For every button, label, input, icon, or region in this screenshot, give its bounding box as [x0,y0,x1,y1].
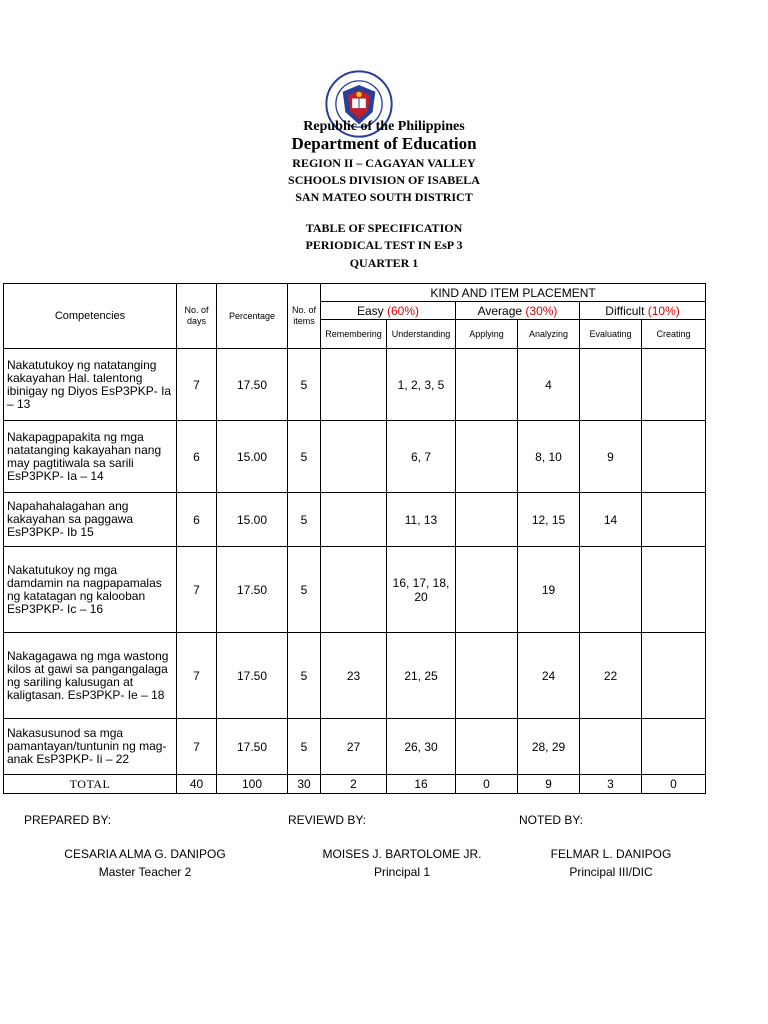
days-cell: 7 [177,349,217,421]
reviewed-by-label: REVIEWD BY: [288,813,367,827]
total-understanding: 16 [387,775,456,794]
header-average-percent: (30%) [525,303,558,318]
header-district: SAN MATEO SOUTH DISTRICT [295,190,473,204]
total-remembering: 2 [321,775,387,794]
remembering-cell [321,349,387,421]
header-evaluating: Evaluating [580,320,642,349]
applying-cell [456,349,518,421]
evaluating-cell: 9 [580,421,642,493]
document-title: TABLE OF SPECIFICATION [305,221,463,235]
prepared-by-name: CESARIA ALMA G. DANIPOG [64,847,226,861]
header-no-of-days: No. of days [177,284,217,349]
understanding-cell: 11, 13 [387,493,456,547]
applying-cell [456,633,518,719]
remembering-cell [321,547,387,633]
competency-cell: Nakagagawa ng mga wastong kilos at gawi sa pangangalaga ng sariling kalusugan at kaligtasan. EsP3PKP- Ie – 18 [4,633,177,719]
header-kind-placement: KIND AND ITEM PLACEMENT [321,284,706,302]
total-label: TOTAL [4,775,177,794]
creating-cell [642,493,706,547]
creating-cell [642,349,706,421]
header-remembering: Remembering [321,320,387,349]
total-items: 30 [288,775,321,794]
understanding-cell: 16, 17, 18, 20 [387,547,456,633]
header-difficult-percent: (10%) [647,303,680,318]
table-row [4,421,706,493]
total-applying: 0 [456,775,518,794]
header-easy [321,302,456,320]
competency-cell: Nakatutukoy ng mga damdamin na nagpapamalas ng katatagan ng kalooban EsP3PKP- Ic – 16 [4,547,177,633]
noted-by-label: NOTED BY: [519,813,584,827]
applying-cell [456,719,518,775]
creating-cell [642,719,706,775]
evaluating-cell [580,719,642,775]
table-row [4,633,706,719]
header-easy-percent: (60%) [387,303,420,318]
competency-cell: Nakasusunod sa mga pamantayan/tuntunin ng mag-anak EsP3PKP- Ii – 22 [4,719,177,775]
applying-cell [456,421,518,493]
header-republic: Republic of the Philippines [303,119,465,134]
items-cell: 5 [288,719,321,775]
creating-cell [642,421,706,493]
header-analyzing: Analyzing [518,320,580,349]
header-difficult [580,302,706,320]
days-cell: 6 [177,421,217,493]
analyzing-cell: 24 [518,633,580,719]
header-competencies: Competencies [4,284,177,349]
header-region: REGION II – CAGAYAN VALLEY [292,156,476,170]
total-creating: 0 [642,775,706,794]
evaluating-cell: 14 [580,493,642,547]
creating-cell [642,547,706,633]
header-difficult-label: Difficult [605,303,645,318]
analyzing-cell: 19 [518,547,580,633]
header-department: Department of Education [291,134,477,153]
table-row [4,493,706,547]
competency-cell: Nakatutukoy ng natatanging kakayahan Hal. talentong ibinigay ng Diyos EsP3PKP- Ia – 13 [4,349,177,421]
document-quarter: QUARTER 1 [349,256,419,270]
specification-table [3,283,706,794]
items-cell: 5 [288,493,321,547]
header-creating: Creating [642,320,706,349]
remembering-cell [321,493,387,547]
applying-cell [456,547,518,633]
prepared-by-title: Master Teacher 2 [98,865,192,879]
table-row [4,349,706,421]
items-cell: 5 [288,633,321,719]
header-applying: Applying [456,320,518,349]
percentage-cell: 17.50 [217,719,288,775]
total-row [4,775,706,794]
analyzing-cell: 4 [518,349,580,421]
items-cell: 5 [288,547,321,633]
header-easy-label: Easy [356,303,384,318]
evaluating-cell [580,547,642,633]
noted-by-title: Principal III/DIC [569,865,653,879]
remembering-cell: 23 [321,633,387,719]
items-cell: 5 [288,421,321,493]
total-percentage: 100 [217,775,288,794]
reviewed-by-title: Principal 1 [373,865,431,879]
total-analyzing: 9 [518,775,580,794]
evaluating-cell [580,349,642,421]
days-cell: 7 [177,633,217,719]
days-cell: 7 [177,719,217,775]
understanding-cell: 26, 30 [387,719,456,775]
reviewed-by-name: MOISES J. BARTOLOME JR. [322,847,482,861]
competency-cell: Nakapagpapakita ng mga natatanging kakayahan nang may pagtitiwala sa sarili EsP3PKP- Ia – 14 [4,421,177,493]
applying-cell [456,493,518,547]
table-row [4,719,706,775]
total-evaluating: 3 [580,775,642,794]
table-row [4,547,706,633]
header-average [456,302,580,320]
document-subtitle: PERIODICAL TEST IN EsP 3 [305,238,463,252]
analyzing-cell: 8, 10 [518,421,580,493]
evaluating-cell: 22 [580,633,642,719]
header-average-label: Average [477,303,523,318]
understanding-cell: 6, 7 [387,421,456,493]
header-percentage: Percentage [217,284,288,349]
percentage-cell: 15.00 [217,421,288,493]
creating-cell [642,633,706,719]
prepared-by-label: PREPARED BY: [24,813,112,827]
days-cell: 7 [177,547,217,633]
header-understanding: Understanding [387,320,456,349]
percentage-cell: 17.50 [217,547,288,633]
competency-cell: Napahahalagahan ang kakayahan sa paggawa EsP3PKP- Ib 15 [4,493,177,547]
days-cell: 6 [177,493,217,547]
percentage-cell: 17.50 [217,633,288,719]
analyzing-cell: 28, 29 [518,719,580,775]
total-days: 40 [177,775,217,794]
remembering-cell: 27 [321,719,387,775]
header-no-of-items: No. of items [288,284,321,349]
analyzing-cell: 12, 15 [518,493,580,547]
percentage-cell: 17.50 [217,349,288,421]
percentage-cell: 15.00 [217,493,288,547]
header-division: SCHOOLS DIVISION OF ISABELA [288,173,480,187]
understanding-cell: 1, 2, 3, 5 [387,349,456,421]
noted-by-name: FELMAR L. DANIPOG [550,847,672,861]
remembering-cell [321,421,387,493]
understanding-cell: 21, 25 [387,633,456,719]
items-cell: 5 [288,349,321,421]
